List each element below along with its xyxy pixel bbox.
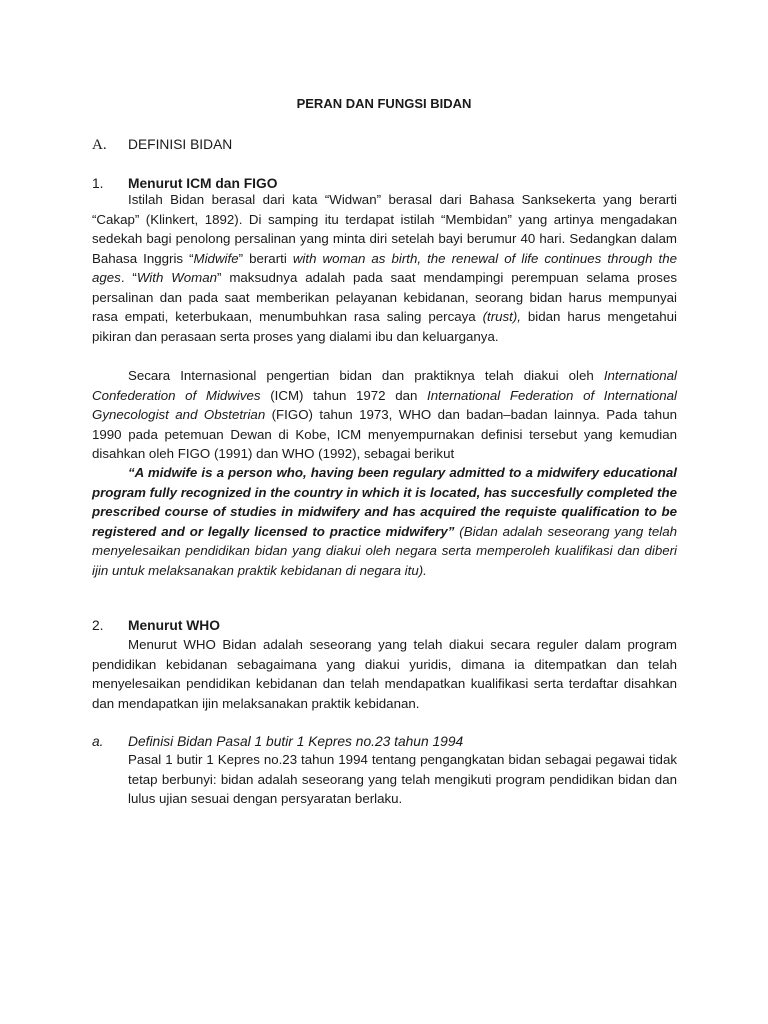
text-run: Midwife <box>193 250 239 266</box>
text-run: International Federation of International Gynecologist and Obstetrian <box>92 387 677 422</box>
item-2-paragraph-1 <box>92 635 677 713</box>
text-run: bidan harus mengetahui pikiran dan perasaan serta proses yang dialami ibu dan keluarganya. <box>92 309 678 344</box>
section-marker: A. <box>92 137 107 153</box>
text-run: Secara Internasional pengertian bidan dan praktiknya telah diakui oleh <box>128 368 604 383</box>
text-run: ” berarti <box>238 250 293 266</box>
item-1-paragraph-2 <box>92 366 677 464</box>
item-heading: Menurut WHO <box>128 618 220 633</box>
text-run: . “ <box>120 270 137 285</box>
text-run: (Bidan adalah seseorang yang telah menyelesaikan pendidikan bidan yang diakui oleh negara serta memperoleh kualifikasi dan diberi ijin untuk melaksanakan praktik kebidanan di negara itu). <box>92 523 678 578</box>
item-heading: Menurut ICM dan FIGO <box>128 176 278 191</box>
section-a-heading <box>92 137 232 154</box>
item-a-heading <box>92 734 463 749</box>
text-run: (trust), <box>482 309 521 324</box>
text-run: With Woman <box>136 270 218 285</box>
item-2-heading <box>92 618 220 633</box>
item-1-paragraph-1 <box>92 190 677 346</box>
item-a-paragraph-1 <box>128 750 677 809</box>
text-run: (FIGO) tahun 1973, WHO dan badan–badan lainnya. Pada tahun 1990 pada petemuan Dewan di Kobe, ICM menyempurnakan definisi tersebut yang kemudian disahkan oleh FIGO (1991) dan WHO (1992), sebagai berikut <box>92 407 677 461</box>
document-title: PERAN DAN FUNGSI BIDAN <box>296 96 472 111</box>
item-marker: a. <box>92 734 104 749</box>
text-run: International Confederation of Midwives <box>92 368 677 403</box>
text-run: “A midwife is a person who, having been regulary admitted to a midwifery educational program fully recognized in the country in which it is located, has succesfully completed the prescribed course of studies in midwifery and has acquired the requiste qualification to be registered and or legally licensed to practice midwifery” <box>92 465 677 539</box>
text-run: Pasal 1 butir 1 Kepres no.23 tahun 1994 tentang pengangkatan bidan sebagai pegawai tidak tetap berbunyi: bidan adalah seseorang yang telah mengikuti program pendidikan bidan dan lulus ujian sesuai dengan persyaratan berlaku. <box>128 752 677 806</box>
text-run: Menurut WHO Bidan adalah seseorang yang telah diakui secara reguler dalam program pendidikan kebidanan sebagaimana yang diakui yuridis, dimana ia ditempatkan dan telah menyelesaikan pendidikan kebidanan dan telah mendapatkan kualifikasi serta terdaftar disahkan dan mendapatkan ijin melaksanakan praktik kebidanan. <box>92 637 677 711</box>
text-run: ” maksudnya adalah pada saat mendampingi perempuan selama proses persalinan dan pada saat memberikan pelayanan kebidanan, seorang bidan harus mempunyai rasa empati, keterbukaan, menumbuhkan rasa saling percaya <box>92 270 677 324</box>
item-1-paragraph-3 <box>92 463 677 580</box>
item-heading: Definisi Bidan Pasal 1 butir 1 Kepres no.23 tahun 1994 <box>128 734 464 749</box>
section-label: DEFINISI BIDAN <box>128 137 233 152</box>
item-1-heading <box>92 176 277 191</box>
text-run: with woman as birth, the renewal of life continues through the ages <box>92 250 677 285</box>
text-run: (ICM) tahun 1972 dan <box>260 387 428 403</box>
item-number: 1. <box>92 176 104 191</box>
text-run: Istilah Bidan berasal dari kata “Widwan” berasal dari Bahasa Sanksekerta yang berarti “Cakap” (Klinkert, 1892). Di samping itu terdapat istilah “Membidan” yang artinya mengadakan sedekah bagi penolong persalinan yang minta diri setelah bayi berumur 40 hari. Sedangkan dalam Bahasa Inggris “ <box>92 192 677 266</box>
item-number: 2. <box>92 618 104 633</box>
